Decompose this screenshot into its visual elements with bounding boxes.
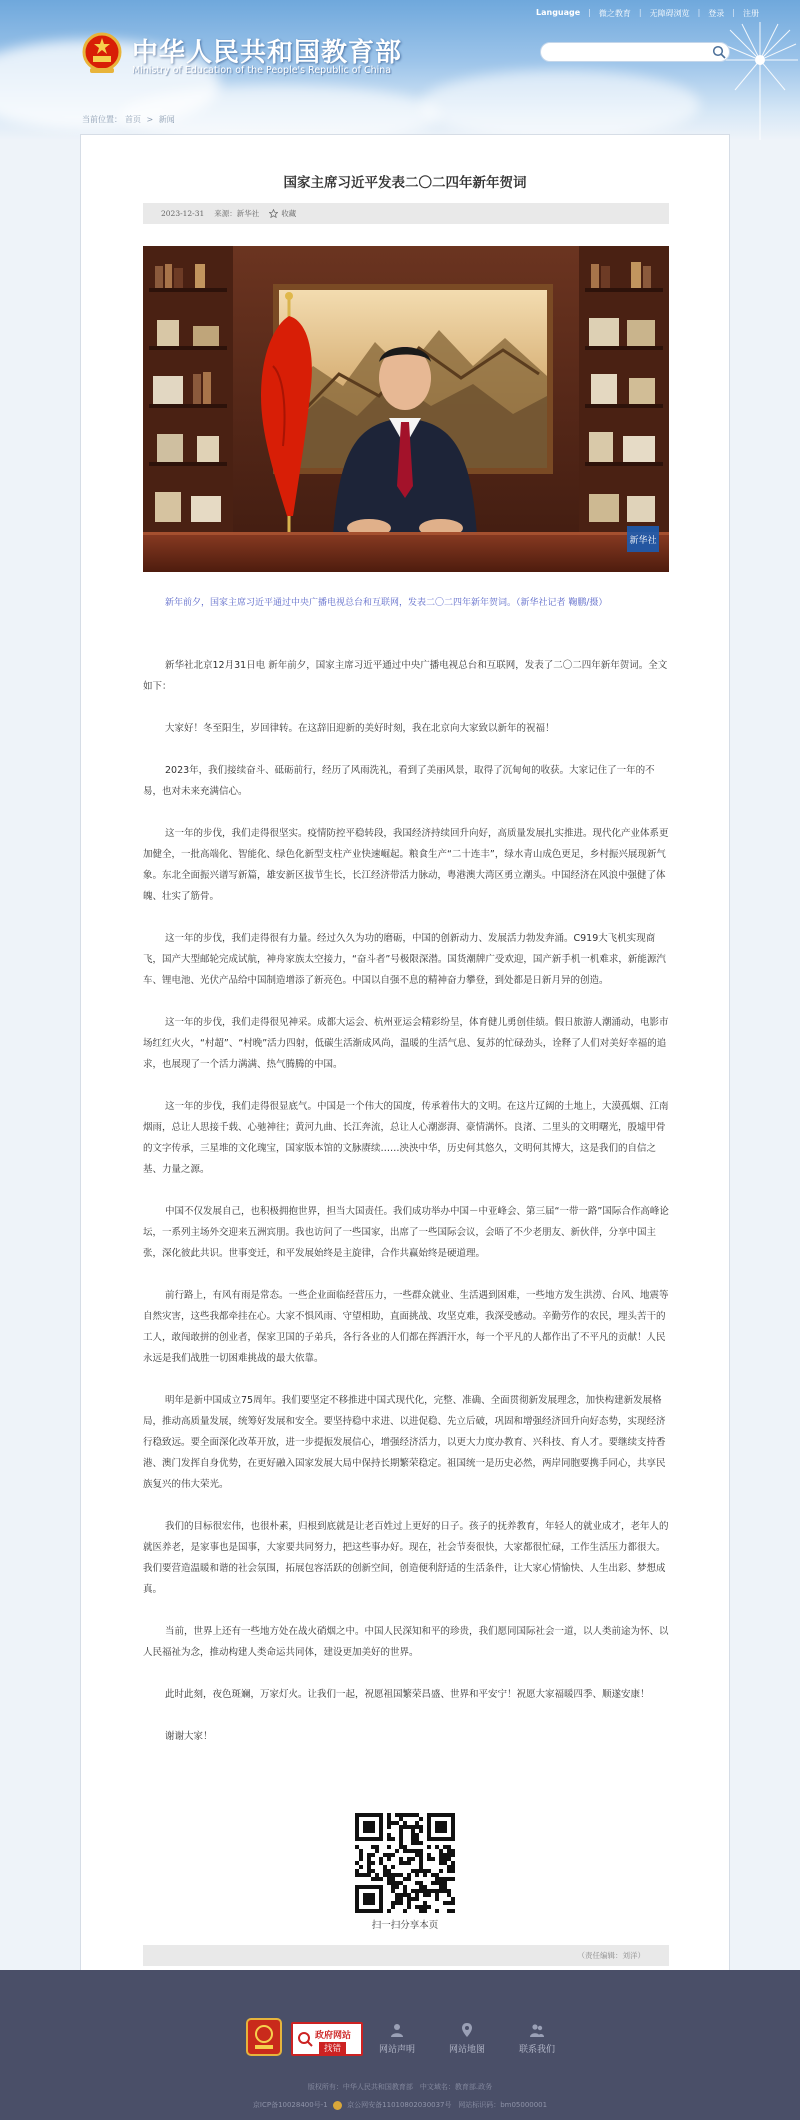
breadcrumb-label: 当前位置：: [82, 115, 122, 124]
footer-link-label: 网站地图: [448, 2045, 485, 2055]
article-paragraph: 谢谢大家！: [165, 1731, 213, 1742]
favorite-label: 收藏: [281, 209, 297, 218]
article-meta: [143, 203, 669, 224]
article-title: 国家主席习近平发表二〇二四年新年贺词: [283, 175, 527, 191]
gov-site-label: 政府网站: [315, 2031, 352, 2041]
article-paragraph: 我们的目标很宏伟，也很朴素，归根到底就是让老百姓过上更好的日子。孩子的抚养教育，年轻人的就业成才，老年人的就医养老，是家事也是国事，大家要共同努力，把这些事办好。现在，社会节奏很快，大家都很忙碌，工作生活压力都很大。我们要营造温暖和谐的社会氛围，拓展包容活跃的创新空间，创造便利舒适的生活条件，让大家心情愉快、人生出彩、梦想成真。: [143, 1521, 669, 1595]
gov-site-error-report-button[interactable]: [291, 2022, 363, 2056]
breadcrumb: [82, 114, 178, 125]
article-paragraph: 新华社北京12月31日电 新年前夕，国家主席习近平通过中央广播电视总台和互联网，发表了二〇二四年新年贺词。全文如下：: [143, 660, 668, 692]
article-paragraph: 明年是新中国成立75周年。我们要坚定不移推进中国式现代化，完整、准确、全面贯彻新发展理念，加快构建新发展格局，推动高质量发展，统筹好发展和安全。要坚持稳中求进、以进促稳、先立后破，巩固和增强经济回升向好态势，实现经济行稳致远。要全面深化改革开放，进一步提振发展信心，增强经济活力，以更大力度办教育、兴科技、育人才。要继续支持香港、澳门发挥自身优势，在更好融入国家发展大局中保持长期繁荣稳定。祖国统一是历史必然，两岸同胞要携手同心，共享民族复兴的伟大荣光。: [143, 1395, 666, 1490]
party-badge-icon[interactable]: [246, 2018, 282, 2056]
article-paragraph: 这一年的步伐，我们走得很坚实。疫情防控平稳转段，我国经济持续回升向好，高质量发展扎实推进。现代化产业体系更加健全，一批高端化、智能化、绿色化新型支柱产业快速崛起。粮食生产“二十连丰”，绿水青山成色更足，乡村振兴展现新气象。东北全面振兴谱写新篇，雄安新区拔节生长，长江经济带活力脉动，粤港澳大湾区勇立潮头。中国经济在风浪中强健了体魄、壮实了筋骨。: [143, 828, 669, 902]
article-date: 2023-12-31: [161, 209, 205, 218]
contact-icon: [529, 2022, 545, 2038]
photo-watermark: 新华社: [629, 536, 657, 546]
mobile-link[interactable]: 微之教育: [598, 9, 631, 18]
police-badge-icon: [333, 2101, 342, 2110]
police-record[interactable]: 京公网安备11010802030037号: [347, 2101, 452, 2109]
article-paragraph: 这一年的步伐，我们走得很显底气。中国是一个伟大的国度，传承着伟大的文明。在这片辽阔的土地上，大漠孤烟、江南烟雨，总让人思接千载、心驰神往；黄河九曲、长江奔流，总让人心潮澎湃、豪情满怀。良渚、二里头的文明曙光，殷墟甲骨的文字传承，三星堆的文化瑰宝，国家版本馆的文脉赓续……泱泱中华，历史何其悠久，文明何其博大，这是我们的自信之基、力量之源。: [143, 1101, 669, 1175]
footer-link-label: 网站声明: [378, 2045, 415, 2055]
registration-info: [0, 2100, 800, 2110]
article-paragraph: 中国不仅发展自己，也积极拥抱世界，担当大国责任。我们成功举办中国－中亚峰会、第三届“一带一路”国际合作高峰论坛，一系列主场外交迎来五洲宾朋。我也访问了一些国家，出席了一些国际会议，会晤了不少老朋友、新伙伴，分享中国主张，深化彼此共识。世事变迁，和平发展始终是主旋律，合作共赢始终是硬道理。: [143, 1206, 669, 1259]
icp-number[interactable]: 京ICP备10028400号-1: [252, 2101, 328, 2109]
site-code: 网站标识码：bm05000001: [458, 2101, 548, 2109]
site-footer: [0, 1970, 800, 2120]
footer-link-contact[interactable]: [507, 2022, 567, 2055]
responsible-editor: （责任编辑：刘洋）: [577, 1951, 645, 1960]
article-paragraph: 前行路上，有风有雨是常态。一些企业面临经营压力，一些群众就业、生活遇到困难，一些地方发生洪涝、台风、地震等自然灾害，这些我都牵挂在心。大家不惧风雨、守望相助，直面挑战、攻坚克难，我深受感动。辛勤劳作的农民，埋头苦干的工人，敢闯敢拼的创业者，保家卫国的子弟兵，各行各业的人们都在挥洒汗水，每一个平凡的人都作出了不平凡的贡献！人民永远是我们战胜一切困难挑战的最大依靠。: [143, 1290, 669, 1364]
site-subtitle: Ministry of Education of the People's Republic of China: [132, 65, 392, 76]
qr-label: 扫一扫分享本页: [371, 1920, 439, 1931]
site-title[interactable]: 中华人民共和国教育部: [132, 38, 403, 68]
error-report-label: 找错: [319, 2042, 346, 2054]
article-photo: [143, 246, 669, 572]
register-link[interactable]: 注册: [742, 9, 759, 18]
breadcrumb-separator: >: [146, 115, 154, 124]
editor-bar: [143, 1945, 669, 1966]
top-links: Language | 微之教育 | 无障碍浏览 | 登录 | 注册: [536, 8, 759, 18]
footer-link-label: 联系我们: [518, 2045, 555, 2055]
accessibility-link[interactable]: 无障碍浏览: [649, 9, 690, 18]
login-link[interactable]: 登录: [708, 9, 725, 18]
article-body: [143, 655, 669, 1768]
breadcrumb-home[interactable]: 首页: [125, 115, 141, 124]
article-paragraph: 这一年的步伐，我们走得很有力量。经过久久为功的磨砺，中国的创新动力、发展活力勃发奔涌。C919大飞机实现商飞，国产大型邮轮完成试航，神舟家族太空接力，“奋斗者”号极限深潜。国货潮牌广受欢迎，国产新手机一机难求，新能源汽车、锂电池、光伏产品给中国制造增添了新亮色。中国以自强不息的精神奋力攀登，到处都是日新月异的创造。: [143, 933, 666, 986]
article-paragraph: 这一年的步伐，我们走得很见神采。成都大运会、杭州亚运会精彩纷呈，体育健儿勇创佳绩。假日旅游人潮涌动，电影市场红红火火，“村超”、“村晚”活力四射，低碳生活渐成风尚，温暖的生活气息、复苏的忙碌劲头，诠释了人们对美好幸福的追求，也展现了一个活力满满、热气腾腾的中国。: [143, 1017, 669, 1070]
copyright: 版权所有：中华人民共和国教育部 中文域名：教育部.政务: [307, 2083, 493, 2091]
cloud-decoration: [120, 85, 440, 140]
person-icon: [389, 2022, 405, 2038]
magnifier-icon: [297, 2031, 313, 2047]
star-icon: [269, 209, 278, 218]
search-input[interactable]: [540, 42, 730, 62]
favorite-button[interactable]: [269, 208, 296, 219]
site-header: [0, 0, 800, 140]
footer-link-sitemap[interactable]: [437, 2022, 497, 2055]
photo-caption: 新年前夕，国家主席习近平通过中央广播电视总台和互联网，发表二〇二四年新年贺词。（新华社记者 鞠鹏/摄）: [165, 598, 608, 608]
article-source: 来源：新华社: [214, 209, 260, 218]
article-panel: [80, 134, 730, 1988]
article-paragraph: 大家好！冬至阳生，岁回律转。在这辞旧迎新的美好时刻，我在北京向大家致以新年的祝福！: [165, 723, 555, 734]
qr-code-icon: [355, 1813, 455, 1913]
cloud-decoration: [420, 70, 700, 140]
article-paragraph: 此时此刻，夜色斑斓，万家灯火。让我们一起，祝愿祖国繁荣昌盛、世界和平安宁！祝愿大家福暖四季、顺遂安康！: [165, 1689, 650, 1700]
footer-link-statement[interactable]: [367, 2022, 427, 2055]
article-paragraph: 当前，世界上还有一些地方处在战火硝烟之中。中国人民深知和平的珍贵，我们愿同国际社会一道，以人类前途为怀、以人民福祉为念，推动构建人类命运共同体，建设更加美好的世界。: [143, 1626, 669, 1658]
president-photo-image: [143, 246, 669, 572]
breadcrumb-current[interactable]: 新闻: [158, 115, 175, 124]
national-emblem-icon[interactable]: [82, 32, 122, 76]
dandelion-icon: [690, 20, 800, 140]
location-pin-icon: [459, 2022, 475, 2038]
article-paragraph: 2023年，我们接续奋斗、砥砺前行，经历了风雨洗礼，看到了美丽风景，取得了沉甸甸的收获。大家记住了一年的不易，也对未来充满信心。: [143, 765, 655, 797]
language-link[interactable]: Language: [536, 8, 581, 17]
search-icon[interactable]: [712, 45, 726, 59]
